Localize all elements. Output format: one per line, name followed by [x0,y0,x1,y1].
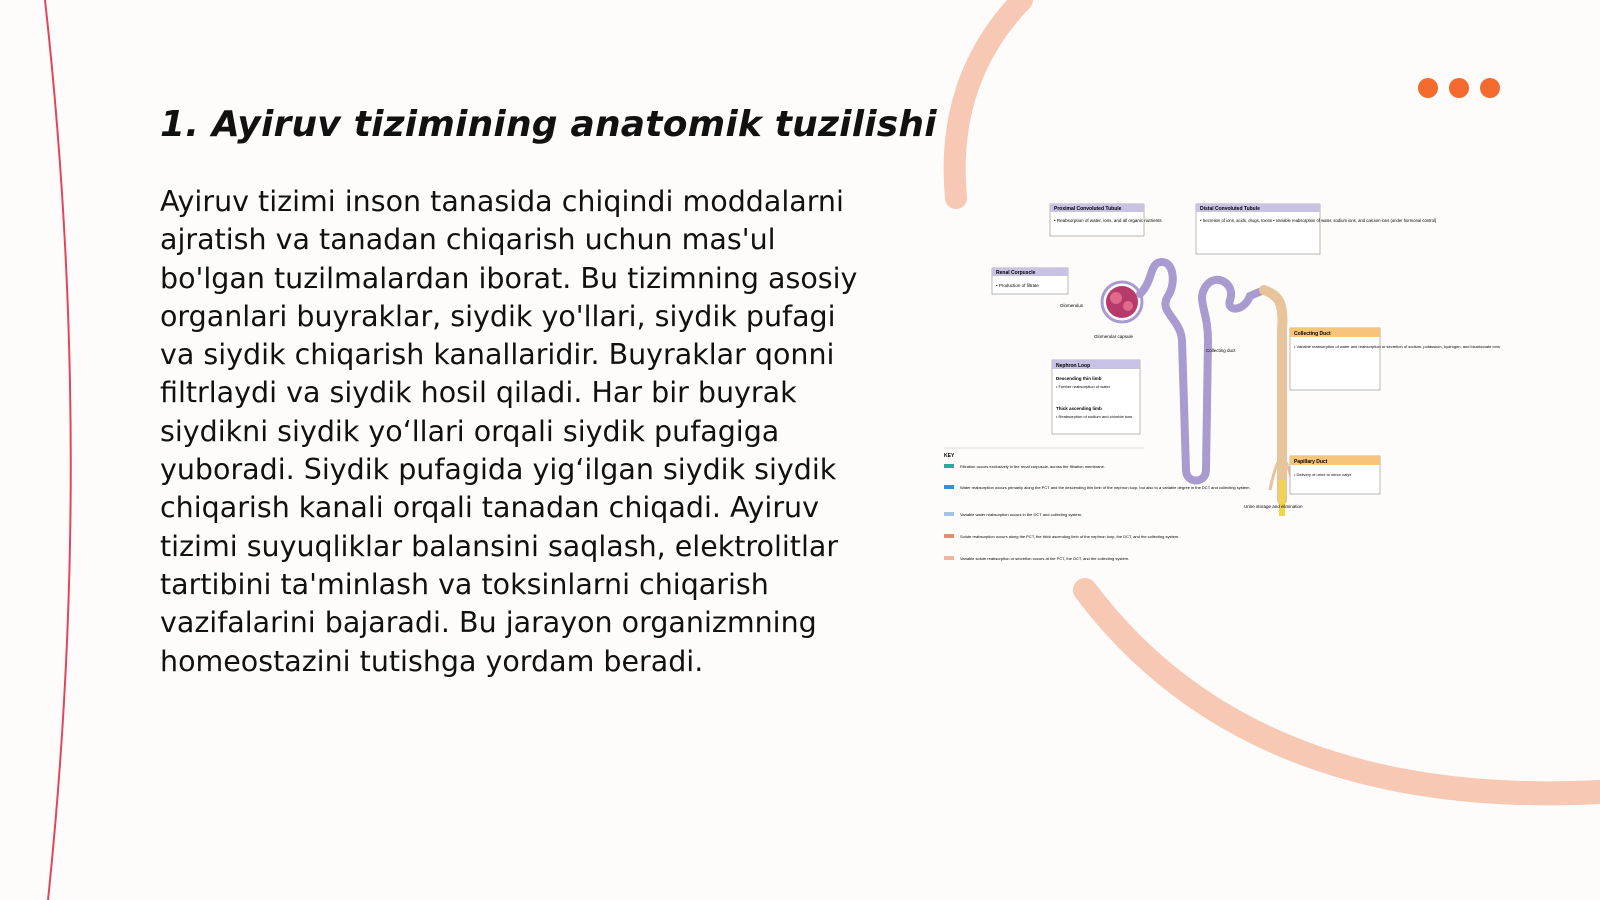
nephron-loop-box [1052,360,1140,434]
key-item: Solute reabsorption occurs along the PCT, the thick ascending limb of the nephron loop, the DCT, and the collecting system. [960,534,1180,539]
renal-corpuscle-text: • Production of filtrate [996,283,1039,288]
pct-box [1050,204,1162,236]
dct-title: Distal Convoluted Tubule [1200,206,1260,212]
dct-text: • Secretion of ions, acids, drugs, toxins • Variable reabsorption of water, sodium ions, and calcium ions (under hormonal control) [1200,218,1437,223]
glomerulus-label: Glomerulus [1060,303,1084,308]
dot [1449,78,1469,98]
pct-title: Proximal Convoluted Tubule [1054,206,1122,212]
nephron-tubule [1140,262,1264,481]
glomerulus [1106,286,1138,318]
key-item: Water reabsorption occurs primarily along the PCT and the descending thin limb of the nephron loop, but also to a variable degree in the DCT and collecting system. [960,485,1251,490]
orange-arc-lower [1085,590,1600,793]
nephron-loop-asc-title: Thick ascending limb [1056,406,1102,411]
collecting-duct-title: Collecting Duct [1294,331,1331,337]
collecting-duct-text: • Variable reabsorption of water and reabsorption or secretion of sodium, potassium, hydrogen, and bicarbonate ions [1294,344,1500,349]
nephron-loop-desc-text: • Further reabsorption of water [1056,384,1111,389]
pct-text: • Reabsorption of water, ions, and all organic nutrients [1054,218,1162,223]
slide-title: 1. Ayiruv tizimining anatomik tuzilishi [160,104,937,145]
key-item: Filtration occurs exclusively in the renal corpuscle, across the filtration membrane. [960,464,1105,469]
papillary-duct-title: Papillary Duct [1294,459,1328,465]
glomerular-capsule-label: Glomerular capsule [1094,334,1134,339]
collecting-duct-label: Collecting duct [1206,348,1236,353]
dot [1480,78,1500,98]
key-item: Variable solute reabsorption or secretion occurs at the PCT, the DCT, and the collecting system. [960,556,1130,561]
renal-corpuscle-box [992,268,1068,294]
nephron-loop-title: Nephron Loop [1056,363,1091,369]
collecting-duct [1264,290,1282,500]
nephron-loop-desc-title: Descending thin limb [1056,376,1102,381]
papillary-duct-box [1290,456,1380,494]
left-curve [45,0,71,900]
dot [1418,78,1438,98]
three-dots-icon[interactable] [1418,78,1500,98]
body-text: Ayiruv tizimi inson tanasida chiqindi moddalarni ajratish va tanadan chiqarish uchun mas'ul bo'lgan tuzilmalardan iborat. Bu tizimning asosiy organlari buyraklar, siydik yo'llari, siydik pufagi va siydik chiqarish kanallaridir. Buyraklar qonni filtrlaydi va siydik hosil qiladi. Har bir buyrak siydikni siydik yo‘llari orqali siydik pufagiga yuboradi. Siydik pufagida yig‘ilgan siydik siydik chiqarish kanali orqali tanadan chiqadi. Ayiruv tizimi suyuqliklar balansini saqlash, elektrolitlar tartibini ta'minlash va toksinlarni chiqarish vazifalarini bajaradi. Bu jarayon organizmning homeostazini tutishga yordam beradi. [160,185,858,678]
key-title: KEY [944,453,955,459]
nephron-diagram [944,200,1500,590]
urine-storage-label: Urine storage and elimination [1244,504,1303,509]
nephron-loop-asc-text: • Reabsorption of sodium and chloride ions [1056,414,1133,419]
orange-arc [955,0,1022,198]
key-item: Variable water reabsorption occurs in the DCT and collecting system. [960,512,1083,517]
renal-corpuscle-title: Renal Corpuscle [996,270,1036,276]
dct-box [1196,204,1437,254]
papillary-duct-text: • Delivery of urine to minor calyx [1294,472,1352,477]
